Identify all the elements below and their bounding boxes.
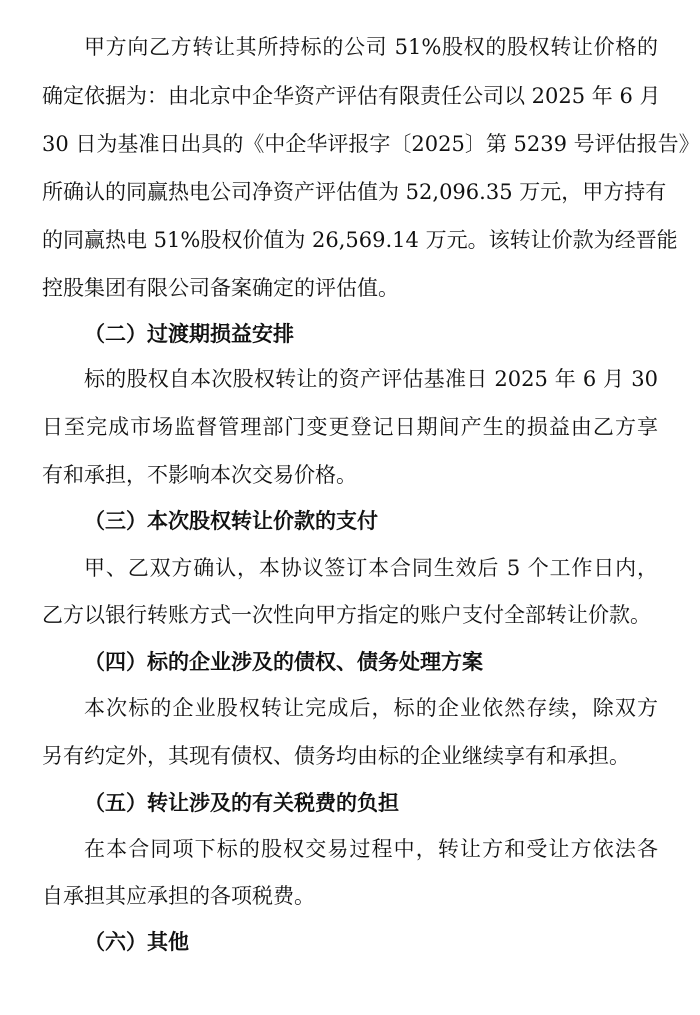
paragraph-1-line-4: 所确认的同赢热电公司净资产评估值为 52,096.35 万元，甲方持有 [42,180,667,204]
section-heading-6: （六）其他 [84,930,189,954]
section-heading-5: （五）转让涉及的有关税费的负担 [84,791,399,815]
paragraph-1-line-3: 30 日为基准日出具的《中企华评报字〔2025〕第 5239 号评估报告》 [42,132,700,156]
section-heading-2: （二）过渡期损益安排 [84,322,294,346]
paragraph-2-line-1: 标的股权自本次股权转让的资产评估基准日 2025 年 6 月 30 [84,367,658,391]
paragraph-1-line-2: 确定依据为：由北京中企华资产评估有限责任公司以 2025 年 6 月 [42,84,661,108]
section-heading-3: （三）本次股权转让价款的支付 [84,509,378,533]
paragraph-5-line-1: 在本合同项下标的股权交易过程中，转让方和受让方依法各 [84,837,658,861]
paragraph-2-line-3: 有和承担，不影响本次交易价格。 [42,463,357,487]
paragraph-1-line-1: 甲方向乙方转让其所持标的公司 51%股权的股权转让价格的 [84,35,658,59]
paragraph-1-line-5: 的同赢热电 51%股权价值为 26,569.14 万元。该转让价款为经晋能 [42,228,678,252]
paragraph-4-line-1: 本次标的企业股权转让完成后，标的企业依然存续，除双方 [84,696,658,720]
paragraph-5-line-2: 自承担其应承担的各项税费。 [42,884,315,908]
paragraph-4-line-2: 另有约定外，其现有债权、债务均由标的企业继续享有和承担。 [42,744,630,768]
paragraph-1-line-6: 控股集团有限公司备案确定的评估值。 [42,276,399,300]
paragraph-3-line-2: 乙方以银行转账方式一次性向甲方指定的账户支付全部转让价款。 [42,603,651,627]
section-heading-4: （四）标的企业涉及的债权、债务处理方案 [84,650,483,674]
paragraph-2-line-2: 日至完成市场监督管理部门变更登记日期间产生的损益由乙方享 [42,415,658,439]
paragraph-3-line-1: 甲、乙双方确认，本协议签订本合同生效后 5 个工作日内， [84,556,658,580]
